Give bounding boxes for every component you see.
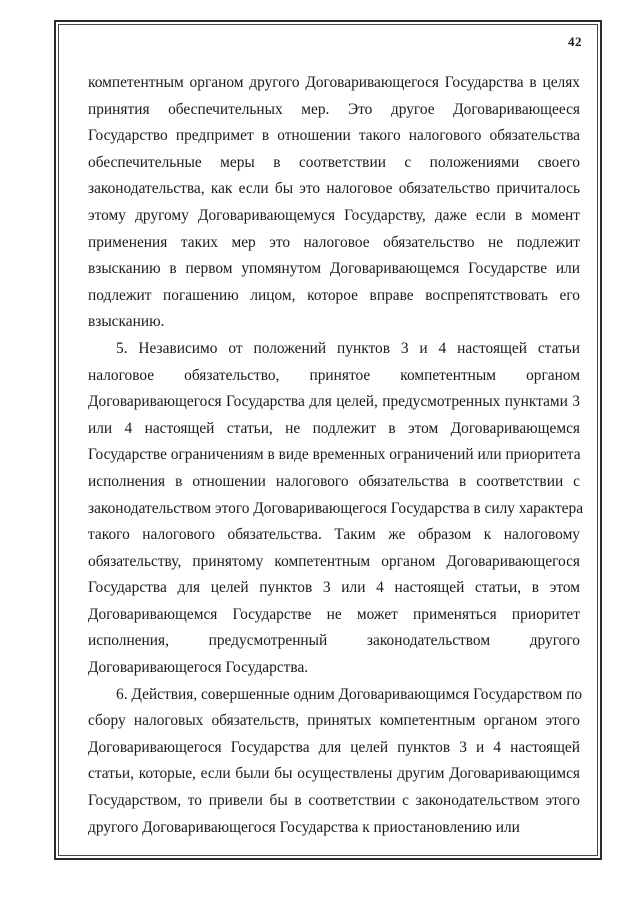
text-line: такого налогового обязательства. Таким же образом к налоговому (88, 526, 580, 544)
text-line: Государства для целей пунктов 3 или 4 настоящей статьи, в этом (88, 579, 580, 597)
text-line: обязательству, принятому компетентным органом Договаривающегося (88, 552, 580, 570)
text-line: статьи, которые, если были бы осуществлены другим Договаривающимся (88, 765, 580, 783)
text-line: или 4 настоящей статьи, не подлежит в этом Договаривающемся (88, 419, 580, 437)
text-line: Государством, то привели бы в соответствии с законодательством этого (88, 792, 580, 810)
text-line: сбору налоговых обязательств, принятых компетентным органом этого (88, 712, 580, 730)
text-line: Государство предпримет в отношении такого налогового обязательства (88, 127, 580, 145)
text-line: 5. Независимо от положений пунктов 3 и 4 настоящей статьи (116, 339, 580, 357)
text-line: Договаривающемся Государстве не может применяться приоритет (88, 605, 580, 623)
text-line: законодательства, как если бы это налоговое обязательство причиталось (88, 180, 580, 198)
text-line: исполнения в отношении налогового обязательства в соответствии с (88, 472, 580, 490)
text-line: подлежит погашению лицом, которое вправе воспрепятствовать его (88, 286, 580, 304)
page-number: 42 (568, 34, 582, 49)
document-body (88, 70, 584, 841)
text-line: применения таких мер это налоговое обязательство не подлежит (88, 233, 580, 251)
text-line: 6. Действия, совершенные одним Договаривающимся Государством по (116, 685, 583, 703)
paragraph-1 (88, 70, 580, 336)
text-line: другого Договаривающегося Государства к приостановлению или (88, 818, 520, 836)
text-line: налоговое обязательство, принятое компетентным органом (88, 366, 580, 384)
text-line: взысканию в первом упомянутом Договаривающемся Государстве или (88, 260, 580, 278)
paragraph-3 (88, 682, 583, 842)
text-line: Договаривающегося Государства. (88, 659, 309, 677)
text-line: этому другому Договаривающемуся Государству, даже если в момент (88, 206, 580, 224)
text-line: Договаривающегося Государства для целей, предусмотренных пунктами 3 (88, 393, 580, 411)
text-line: взысканию. (88, 313, 165, 331)
text-line: исполнения, предусмотренный законодательством другого (88, 632, 580, 650)
text-line: компетентным органом другого Договаривающегося Государства в целях (88, 74, 580, 91)
text-line: принятия обеспечительных мер. Это другое Договаривающееся (88, 100, 580, 118)
paragraph-2 (88, 336, 584, 682)
text-line: законодательством этого Договаривающегося Государства в силу характера (88, 499, 584, 517)
text-line: Государстве ограничениям в виде временных ограничений или приоритета (88, 446, 581, 464)
text-line: обеспечительные меры в соответствии с положениями своего (88, 153, 580, 171)
text-line: Договаривающегося Государства для целей пунктов 3 и 4 настоящей (88, 738, 580, 756)
